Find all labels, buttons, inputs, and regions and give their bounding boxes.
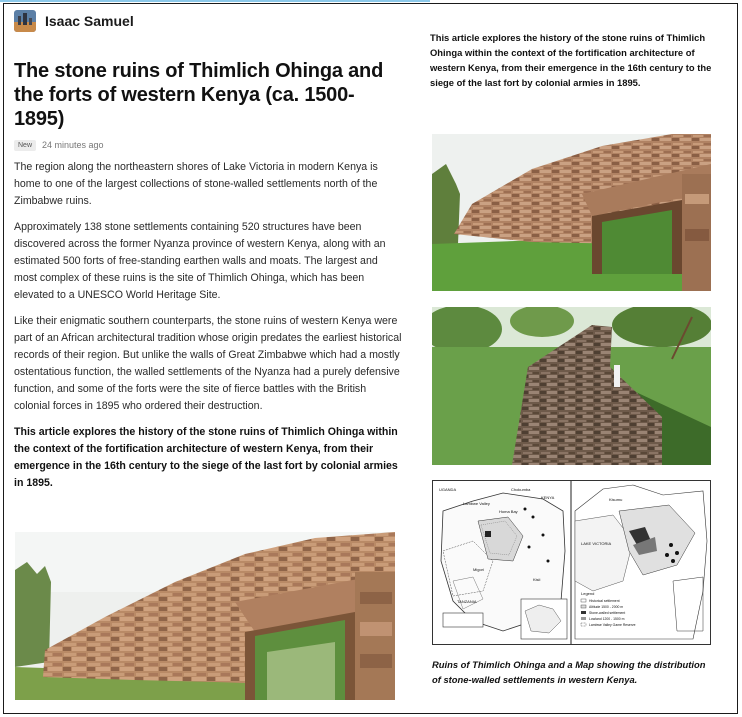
author-avatar[interactable]	[14, 10, 36, 32]
article-paragraph: The region along the northeastern shores of Lake Victoria in modern Kenya is home to one of the largest collections of stone-walled settlements north of the Zimbabwe ruins.	[14, 161, 378, 207]
map-label-lambwe: Lambwe Valley	[463, 501, 490, 506]
author-row[interactable]	[14, 8, 402, 34]
post-time: 24 minutes ago	[42, 140, 104, 150]
map-label-kisumu: Kisumu	[609, 497, 623, 502]
map-legend-item: Altitude 1500 - 2000 m	[589, 605, 624, 609]
map-legend-title: Legend	[581, 591, 595, 596]
map-label-lake-victoria: LAKE VICTORIA	[581, 541, 612, 546]
article-summary-paragraph: This article explores the history of the stone ruins of Thimlich Ohinga within the context of the fortification architecture of western Kenya, from their emergence in the 16th century to the siege of the last fort by colonial armies in 1895.	[14, 426, 398, 489]
map-legend-item: Historical settlement	[589, 599, 620, 603]
map-legend-item: Stone-walled settlement	[589, 611, 626, 615]
map-label-kisii: Kisii	[533, 577, 541, 582]
map-legend-item: Lowland 1200 - 1500 m	[589, 617, 625, 621]
article-title: The stone ruins of Thimlich Ohinga and the forts of western Kenya (ca. 1500-1895)	[14, 60, 384, 130]
thimlich-ohinga-wall-photo[interactable]	[15, 532, 395, 700]
article-paragraph: Approximately 138 stone settlements containing 520 structures have been discovered across the former Nyanza province of western Kenya, along with an estimated 500 forts of free-standing earthen walls and moats. The largest and most complex of these ruins is the site of Thimlich Ohinga, which has been elevated to a UNESCO World Heritage Site.	[14, 221, 386, 301]
map-label-migori: Migori	[473, 567, 484, 572]
map-legend-item: Lambwe Valley Game Reserve	[589, 623, 636, 627]
sidebar-intro: This article explores the history of the stone ruins of Thimlich Ohinga within the context of the fortification architecture of western Kenya, from their emergence in the 16th century to the siege of the last fort by colonial armies in 1895.	[430, 32, 712, 88]
sidebar-column	[430, 30, 712, 90]
map-label-homa-bay: Homa Bay	[499, 509, 518, 514]
author-name[interactable]: Isaac Samuel	[45, 13, 134, 29]
stone-wall-forest-photo[interactable]	[432, 307, 711, 465]
map-label-uganda: UGANDA	[439, 487, 457, 492]
map-label-chokumba: Chokumba	[511, 487, 531, 492]
top-progress-bar	[0, 0, 430, 2]
map-label-tanzania: TANZANIA	[457, 599, 477, 604]
settlement-distribution-map[interactable]	[432, 480, 711, 645]
article-meta	[14, 137, 402, 153]
article-paragraph: Like their enigmatic southern counterparts, the stone ruins of western Kenya were part of an African architectural tradition whose origin predates the earliest historical records of their region. But unlike the walls of Great Zimbabwe which had a mostly ostentatious function, the walled settlements of the Nyanza had a purely defensive function, and some of the forts were the site of fierce battles with the British colonial forces in 1895 who ordered their destruction.	[14, 315, 402, 412]
new-badge: New	[14, 140, 36, 151]
map-label-kenya: KENYA	[541, 495, 555, 500]
stone-gateway-photo[interactable]	[432, 134, 711, 291]
image-caption: Ruins of Thimlich Ohinga and a Map showing the distribution of stone-walled settlements in western Kenya.	[432, 659, 706, 685]
article-main-column	[14, 8, 402, 492]
